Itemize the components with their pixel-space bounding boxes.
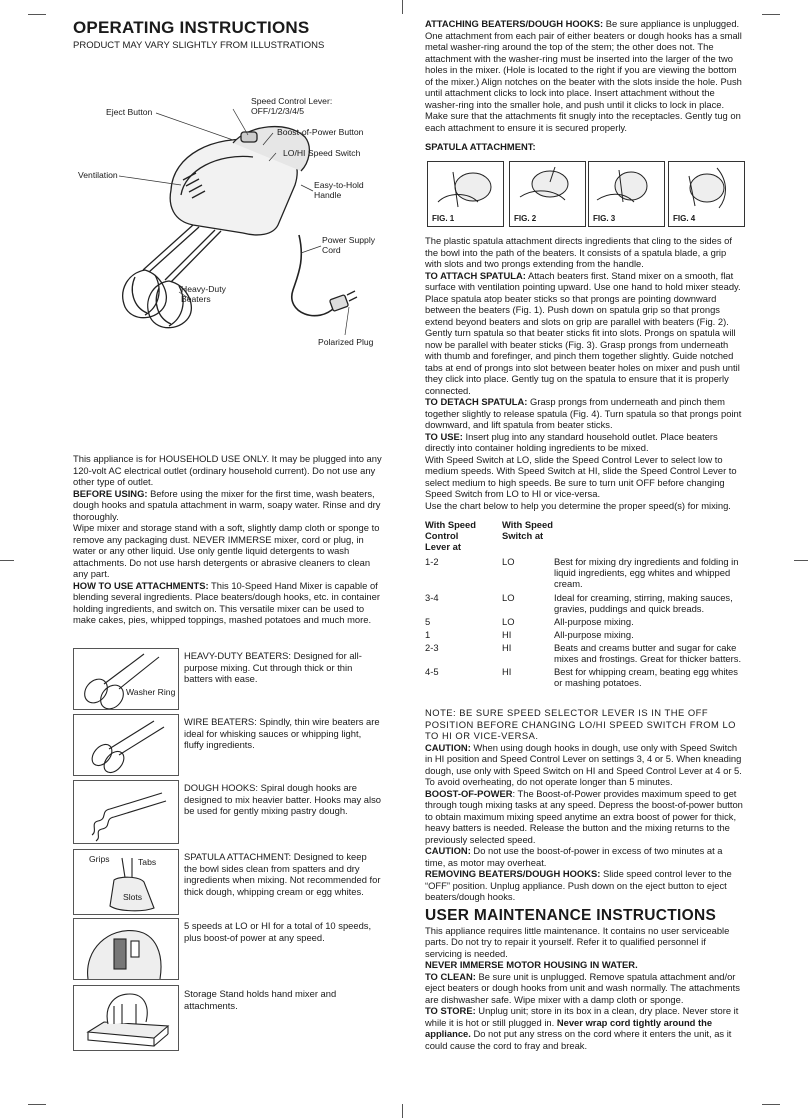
caution-dough-paragraph (425, 742, 745, 788)
washer-ring-label: Washer Ring (126, 687, 176, 697)
wire-beaters-image (73, 714, 179, 776)
to-store-bold: Never wrap cord tightly around the appliance. (425, 1016, 713, 1039)
how-to-use-text: This 10-Speed Hand Mixer is capable of blending several ingredients. Place beaters/dough hooks, etc. in container holding ingredients, and switch on. This versatile mixer can be used to make cakes, pies, whipped toppings, mashed potatoes and much more. (73, 579, 380, 625)
fig-3-label: FIG. 3 (593, 214, 616, 223)
removing-text: Slide speed control lever to the “OFF” position. Unplug appliance. Push down on the eject button to eject beaters/dough hooks. (425, 868, 732, 902)
speed-table-header (425, 519, 745, 552)
speed-switch-cell: HI (502, 628, 512, 640)
before-using-lead: BEFORE USING: (73, 487, 148, 499)
right-spatula-text (425, 235, 745, 511)
to-attach-text: Attach beaters first. Stand mixer on a smooth, flat surface with ventilation pointing upward. Use one hand to hold mixer steady. Place spatula atop beater sticks so that prongs are pointing downward between the beaters (Fig. 1). Push down on spatula grip so that prongs extend beyond beaters and slots on grip are parallel with beaters (Fig. 2). Gently turn spatula so that beater sticks fit into slots. Prongs on spatula will now be parallel with beater sticks (Fig. 3). Grasp prongs from underneath with thumb and forefinger, and pinch them together slightly. Guide notched tabs at end of prongs into slot between beater holes on mixer and push until they click into place. Gently tug on the spatula to ensure that it is properly connected. (425, 269, 741, 396)
spatula-attachment-image (73, 849, 179, 915)
fig-2 (509, 161, 586, 227)
speed-lever-cell: 2-3 (425, 641, 439, 653)
header-lever: With Speed Control Lever at (425, 519, 476, 553)
page-title: OPERATING INSTRUCTIONS (73, 18, 310, 37)
attaching-paragraph (425, 18, 745, 133)
to-store-text-1: Unplug unit; store in its box in a clean, dry place. Never store it while it is hot or still plugged in. (425, 1005, 739, 1028)
callout-speed-lever: Speed Control Lever: OFF/1/2/3/4/5 (251, 96, 333, 116)
how-to-use-lead: HOW TO USE ATTACHMENTS: (73, 579, 209, 591)
removing-paragraph (425, 868, 745, 903)
to-store-lead: TO STORE: (425, 1005, 476, 1016)
wipe-paragraph: Wipe mixer and storage stand with a soft, slightly damp cloth or sponge to remove any packaging dust. NEVER IMMERSE mixer, cord or plug, in water or any other liquid. Use only gentle liquid detergents to wash attachments. Do not use harsh detergents or abrasive cleaners to clean any part. (73, 522, 380, 579)
caution-boost-lead: CAUTION: (425, 845, 471, 856)
tabs-label: Tabs (138, 857, 157, 867)
speed-table-row (425, 592, 745, 614)
note-paragraph: NOTE: BE SURE SPEED SELECTOR LEVER IS IN THE OFF POSITION BEFORE CHANGING LO/HI SPEED SWITCH FROM LO TO HI OR VICE-VERSA. (425, 707, 736, 741)
chart-intro-paragraph: Use the chart below to help you determine the proper speed(s) for mixing. (425, 499, 731, 511)
storage-stand-image (73, 985, 179, 1051)
attaching-lead: ATTACHING BEATERS/DOUGH HOOKS: (425, 18, 604, 29)
speed-switch-cell: LO (502, 591, 515, 603)
header-switch: With Speed Switch at (502, 519, 553, 542)
fig-4-label: FIG. 4 (673, 214, 696, 223)
never-immerse-paragraph: NEVER IMMERSE MOTOR HOUSING IN WATER. (425, 959, 638, 970)
speed-switch-cell: HI (502, 641, 512, 653)
fig-1 (427, 161, 504, 227)
speed-lever-cell: 1 (425, 628, 431, 640)
callout-beaters: Heavy-Duty Beaters (181, 284, 226, 304)
boost-paragraph (425, 788, 745, 846)
wire-beaters-text: WIRE BEATERS: Spindly, thin wire beaters are ideal for whisking sauces or whipping light, fluffy ingredients. (184, 716, 380, 750)
to-attach-lead: TO ATTACH SPATULA: (425, 269, 526, 281)
fig-2-label: FIG. 2 (514, 214, 537, 223)
mixer-illustration (73, 85, 383, 445)
fig-4 (668, 161, 745, 227)
attaching-text: Be sure appliance is unplugged. One attachment from each pair of either beaters or dough hooks has a small metal washer-ring around the top of the stem; the other does not. The attachment with the washer-ring must be inserted into the larger of the two holes in the mixer. (Hole is located to the right if you are viewing the bottom of the mixer.) Align notches on the beater with the slots inside the hole. Push until attachment clicks to lock into place. Insert attachment without the washer-ring into the smaller hole, and push until it clicks to lock in place. Make sure that the attachments fit snugly into the receptacles. Gently tug on each attachment to ensure it is secured properly. (425, 18, 742, 133)
heavy-duty-beaters-text: HEAVY-DUTY BEATERS: Designed for all-purpose mixing. Cut through thick or thin batters with ease. (184, 650, 362, 684)
dough-hooks-image (73, 780, 179, 844)
speed-lever-cell: 4-5 (425, 666, 439, 678)
intro-paragraph: This appliance is for HOUSEHOLD USE ONLY. It may be plugged into any 120-volt AC electrical outlet (ordinary household current). Do not use any other type of outlet. (73, 453, 382, 487)
fig-1-label: FIG. 1 (432, 214, 455, 223)
to-detach-lead: TO DETACH SPATULA: (425, 396, 528, 407)
to-attach-paragraph (425, 270, 745, 397)
caution-boost-paragraph (425, 845, 745, 868)
callout-cord: Power Supply Cord (322, 235, 376, 255)
speed-table-row (425, 629, 745, 640)
to-use-text: Insert plug into any standard household outlet. Place beaters directly into container holding ingredients to be mixed. (425, 430, 718, 453)
grips-label: Grips (89, 854, 110, 864)
spatula-heading: SPATULA ATTACHMENT: (425, 141, 536, 152)
to-detach-paragraph (425, 396, 745, 431)
speed-use-cell: Ideal for creaming, stirring, making sauces, gravies, puddings and quick breads. (554, 591, 733, 614)
speed-table-row (425, 616, 745, 627)
removing-lead: REMOVING BEATERS/DOUGH HOOKS: (425, 868, 601, 879)
speed-use-cell: All-purpose mixing. (554, 615, 634, 627)
boost-text: : The Boost-of-Power provides maximum speed to get through tough mixing tasks at any speed. Depress the boost-of-power button to obtain maximum mixing speed anytime an extra boost of power for thick, heavy batters is needed. Release the button and the mixing returns to the previously selected speed. (425, 787, 743, 845)
to-store-text-2: Do not put any stress on the cord where it enters the unit, as it could cause the cord to fray and break. (425, 1028, 732, 1051)
crop-mark (402, 1104, 403, 1118)
slots-label: Slots (123, 892, 143, 902)
crop-mark (762, 1104, 780, 1105)
to-store-paragraph (425, 1005, 745, 1051)
speed-use-cell: Best for mixing dry ingredients and folding in liquid ingredients, egg whites and whipped cream. (554, 556, 739, 590)
to-clean-paragraph (425, 971, 745, 1006)
crop-mark (762, 14, 780, 15)
to-clean-text: Be sure unit is unplugged. Remove spatula attachment and/or eject beaters or dough hooks from unit and wash normally. The attachments are dishwasher safe. Wipe mixer with a damp cloth or sponge. (425, 970, 740, 1005)
how-to-use-paragraph (73, 580, 383, 626)
caution-dough-text: When using dough hooks in dough, use only with Speed Switch in HI position and Speed Control Lever on settings 3, 4 or 5. When kneading dough, use only with Speed Switch on HI and Speed Control Lever at 4 or 5. To avoid overheating, do not operate longer than 5 minutes. (425, 741, 742, 787)
callout-plug: Polarized Plug (318, 337, 374, 347)
heavy-duty-beaters-image (73, 648, 179, 710)
speed-lever-cell: 5 (425, 615, 431, 627)
speed-table-body (425, 556, 745, 688)
callout-boost-button: Boost-of-Power Button (277, 127, 364, 137)
before-using-paragraph (73, 488, 383, 523)
boost-lead: BOOST-OF-POWER (425, 787, 513, 799)
hand-mixer-drawing (73, 85, 383, 445)
speeds-text: 5 speeds at LO or HI for a total of 10 speeds, plus boost-of power at any speed. (184, 920, 372, 943)
speed-use-cell: Beats and creams butter and sugar for cake mixes and frostings. Great for thicker batters. (554, 641, 742, 665)
spatula-intro: The plastic spatula attachment directs ingredients that cling to the sides of the bowl into the path of the beaters. It consists of a spatula blade, a grip with slots and two prongs extending from the handle. (425, 235, 732, 269)
speed-lever-cell: 1-2 (425, 556, 439, 568)
speed-table-row (425, 556, 745, 589)
crop-mark (794, 560, 808, 561)
to-use-paragraph (425, 431, 745, 454)
callout-eject-button: Eject Button (106, 107, 153, 117)
to-use-lead: TO USE: (425, 430, 463, 442)
spatula-figures (425, 161, 745, 227)
left-body-text (73, 453, 383, 626)
right-bottom-text (425, 707, 745, 1051)
speed-use-cell: All-purpose mixing. (554, 628, 634, 640)
caution-boost-text: Do not use the boost-of-power in excess of two minutes at a time, as motor may overheat. (425, 845, 723, 868)
callout-ventilation: Ventilation (78, 170, 118, 180)
storage-stand-text: Storage Stand holds hand mixer and attachments. (184, 988, 337, 1011)
callout-lohi-switch: LO/HI Speed Switch (283, 148, 361, 158)
speed-lever-cell: 3-4 (425, 591, 439, 603)
speed-control-image (73, 918, 179, 980)
to-clean-lead: TO CLEAN: (425, 970, 476, 982)
crop-mark (28, 1104, 46, 1105)
speed-table-row (425, 642, 745, 664)
page-subtitle: PRODUCT MAY VARY SLIGHTLY FROM ILLUSTRATIONS (73, 40, 325, 51)
speed-table (425, 519, 745, 690)
speed-use-cell: Best for whipping cream, beating egg whites or mashing potatoes. (554, 666, 738, 689)
crop-mark (28, 14, 46, 15)
callout-handle: Easy-to-Hold Handle (314, 180, 364, 200)
dough-hooks-text: DOUGH HOOKS: Spiral dough hooks are designed to mix heavier batter. Hooks may also be used for gently mixing pastry dough. (184, 782, 381, 816)
speed-switch-cell: LO (502, 556, 515, 568)
right-top-text (425, 18, 745, 153)
to-detach-text: Grasp prongs from underneath and pinch them together slightly to release spatula (Fig. 4). Turn spatula so that prongs point downward, and lift spatula from beater sticks. (425, 396, 742, 430)
speed-switch-cell: LO (502, 615, 515, 627)
caution-dough-lead: CAUTION: (425, 741, 471, 753)
speed-table-row (425, 666, 745, 688)
speed-switch-cell: HI (502, 666, 512, 678)
before-using-text: Before using the mixer for the first time, wash beaters, dough hooks and spatula attachment in warm, soapy water. Rinse and dry thoroughly. (73, 487, 381, 522)
crop-mark (402, 0, 403, 14)
fig-3 (588, 161, 665, 227)
maintenance-paragraph: This appliance requires little maintenance. It contains no user serviceable parts. Do not try to repair it yourself. Refer it to qualified personnel if servicing is needed. (425, 924, 730, 959)
speed-switch-paragraph: With Speed Switch at LO, slide the Speed Control Lever to select low to medium speeds. With Speed Switch at HI, slide the Speed Control Lever to select medium to high speeds. Be sure to turn unit OFF before changing Speed Switch from LO to HI or vice-versa. (425, 453, 737, 499)
spatula-attachment-text: SPATULA ATTACHMENT: Designed to keep the bowl sides clean from spatters and dry ingredients when mixing. Not recommended for thick dough, whipping cream or egg whites. (184, 851, 381, 897)
crop-mark (0, 560, 14, 561)
maintenance-title: USER MAINTENANCE INSTRUCTIONS (425, 906, 717, 924)
